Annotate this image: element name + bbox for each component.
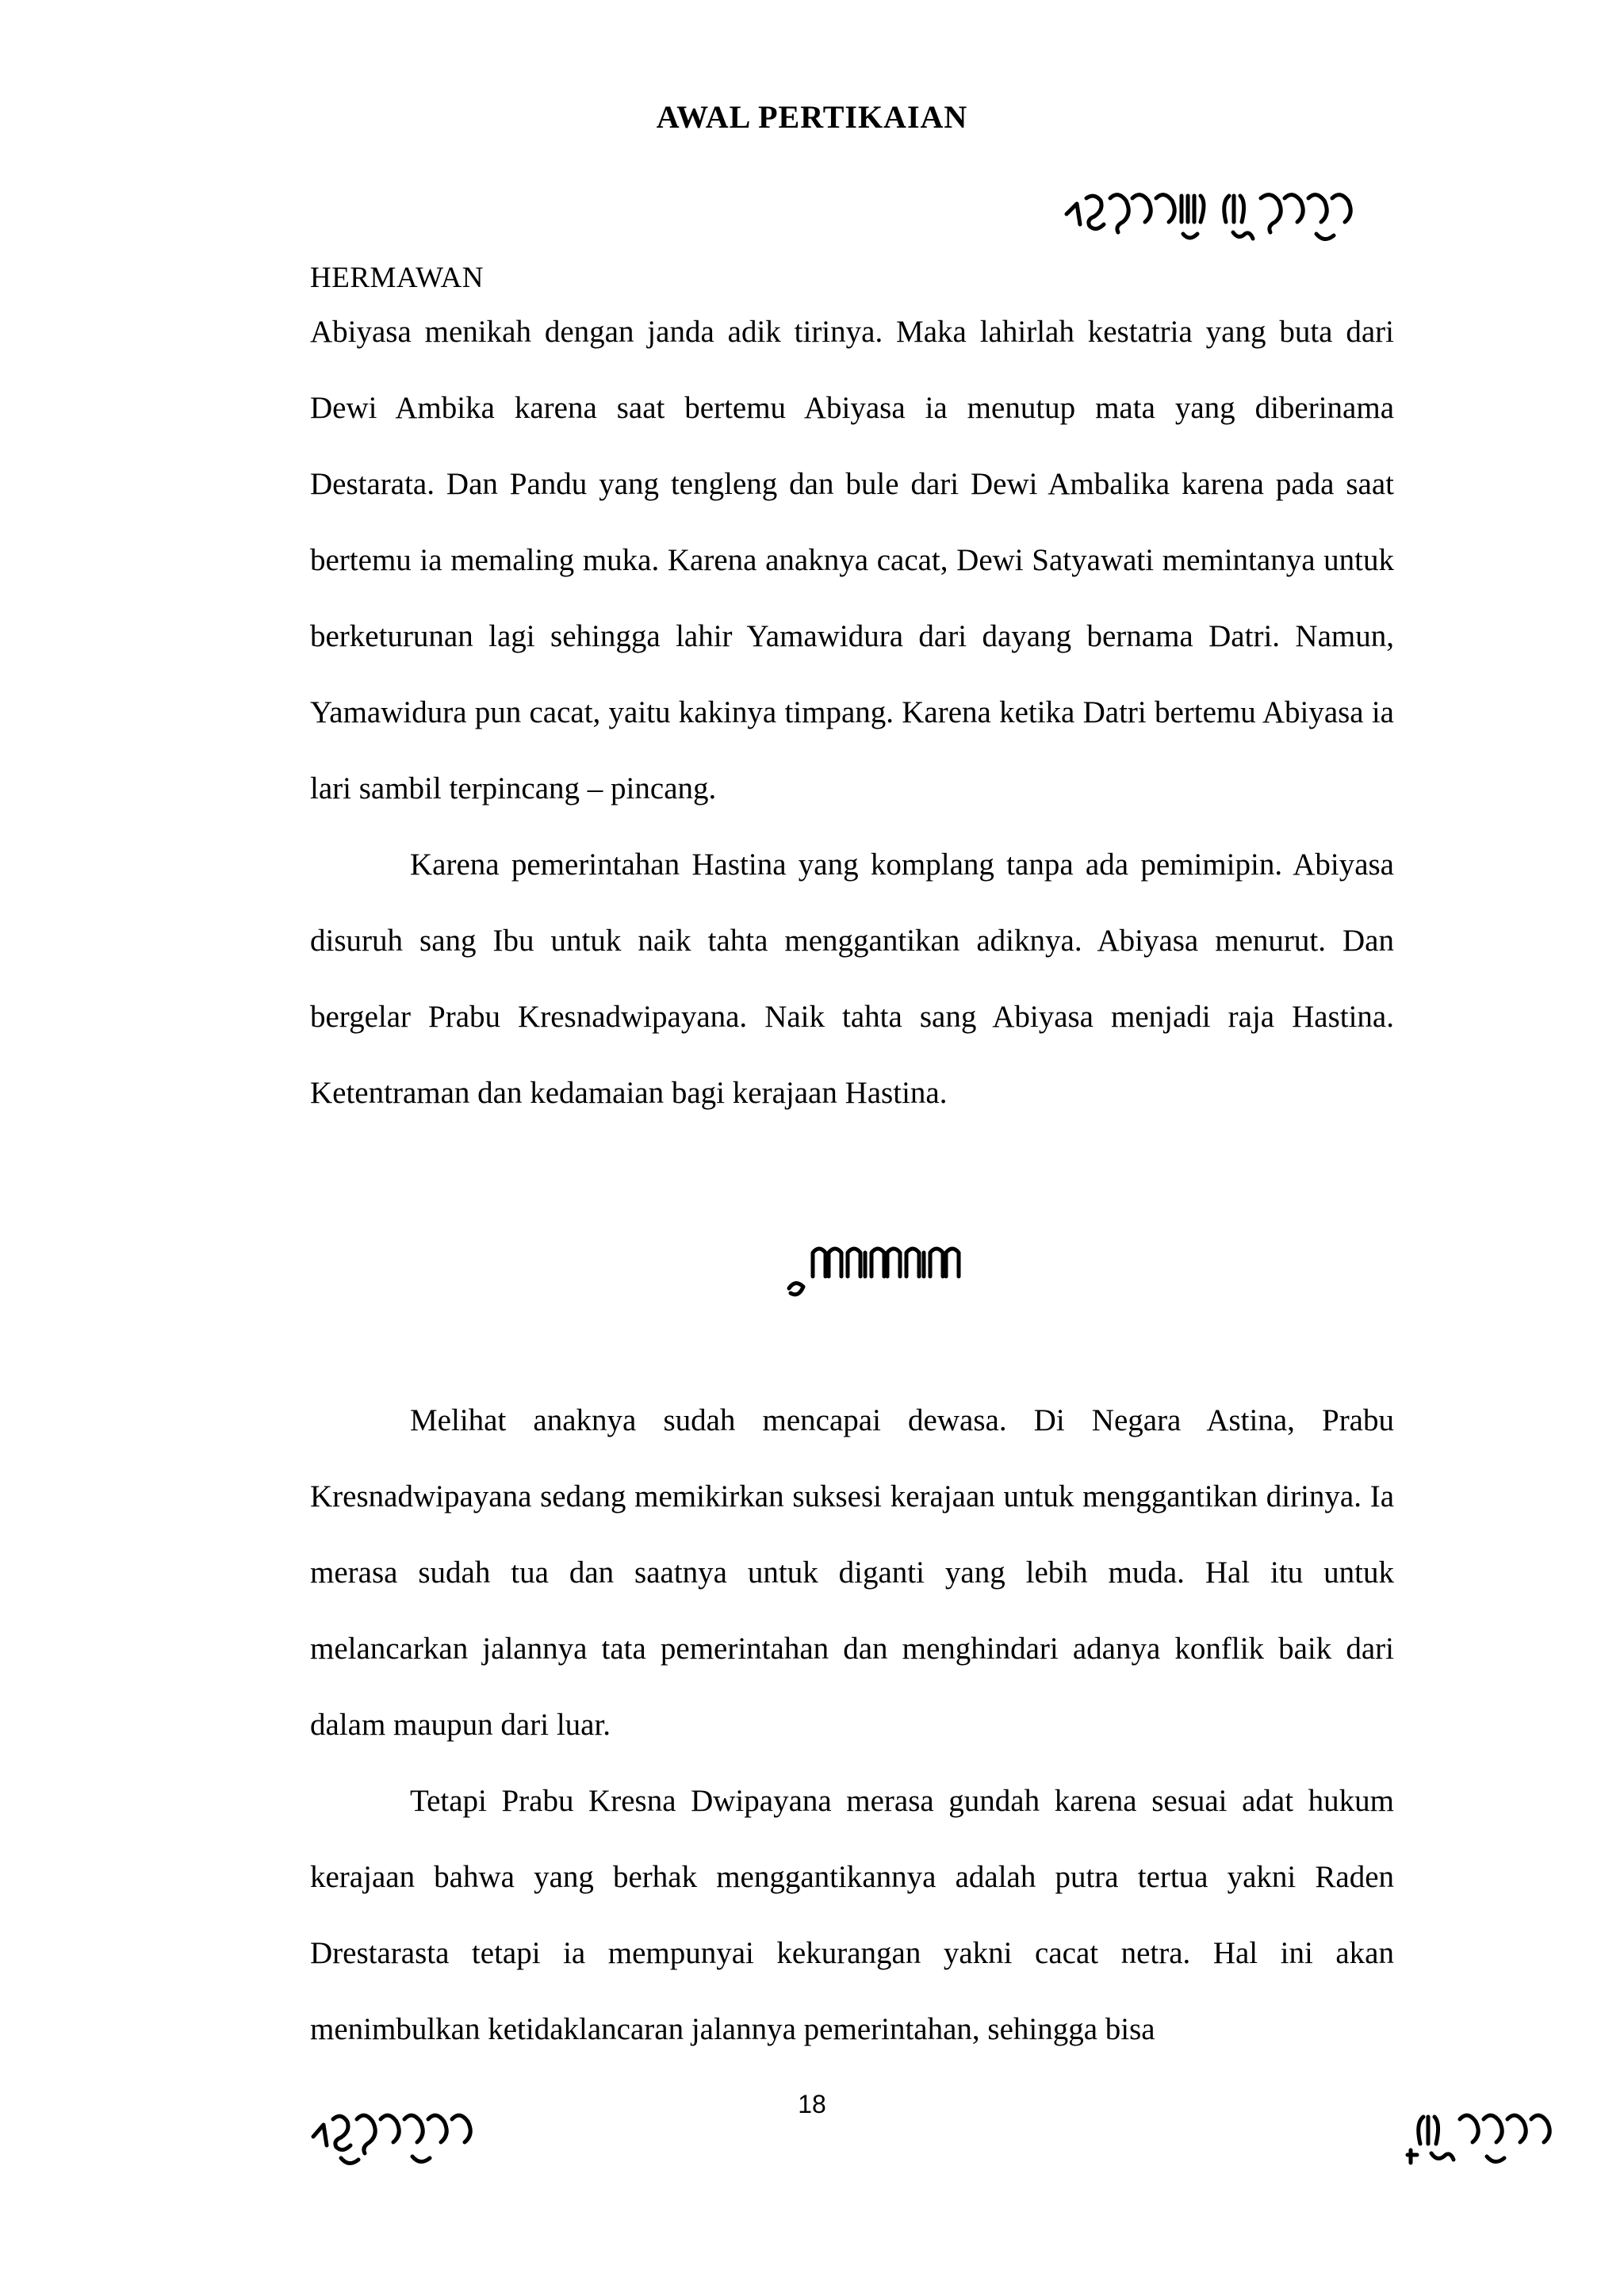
- paragraph-3: Melihat anaknya sudah mencapai dewasa. Di Negara Astina, Prabu Kresnadwipayana sedang memikirkan suksesi kerajaan untuk menggantikan dirinya. Ia merasa sudah tua dan saatnya untuk diganti yang lebih muda. Hal itu untuk melancarkan jalannya tata pemerintahan dan menghindari adanya konflik baik dari dalam maupun dari luar.: [310, 1403, 1394, 1742]
- paragraph-2: Karena pemerintahan Hastina yang komplang tanpa ada pemimipin. Abiyasa disuruh sang Ibu untuk naik tahta menggantikan adiknya. Abiyasa menurut. Dan bergelar Prabu Kresnadwipayana. Naik tahta sang Abiyasa menjadi raja Hastina. Ketentraman dan kedamaian bagi kerajaan Hastina.: [310, 848, 1394, 1110]
- page-title: AWAL PERTIKAIAN: [656, 99, 968, 135]
- javanese-script-ornament: [781, 1225, 987, 1312]
- paragraph-4: Tetapi Prabu Kresna Dwipayana merasa gundah karena sesuai adat hukum kerajaan bahwa yang berhak menggantikannya adalah putra tertua yakni Raden Drestarasta tetapi ia mempunyai kekurangan yakni cacat netra. Hal ini akan menimbulkan ketidaklancaran jalannya pemerintahan, sehingga bisa: [310, 1784, 1394, 2046]
- javanese-script-footer-left: [309, 2093, 500, 2188]
- page-number: 18: [798, 2090, 826, 2118]
- javanese-script-header: [1063, 178, 1396, 266]
- javanese-script-footer-right: [1400, 2093, 1566, 2188]
- paragraph-1: Abiyasa menikah dengan janda adik tirinya. Maka lahirlah kestatria yang buta dari Dewi Ambika karena saat bertemu Abiyasa ia menutup mata yang diberinama Destarata. Dan Pandu yang tengleng dan bule dari Dewi Ambalika karena pada saat bertemu ia memaling muka. Karena anaknya cacat, Dewi Satyawati memintanya untuk berketurunan lagi sehingga lahir Yamawidura dari dayang bernama Datri. Namun, Yamawidura pun cacat, yaitu kakinya timpang. Karena ketika Datri bertemu Abiyasa ia lari sambil terpincang – pincang.: [310, 315, 1394, 806]
- author-name: HERMAWAN: [310, 262, 484, 294]
